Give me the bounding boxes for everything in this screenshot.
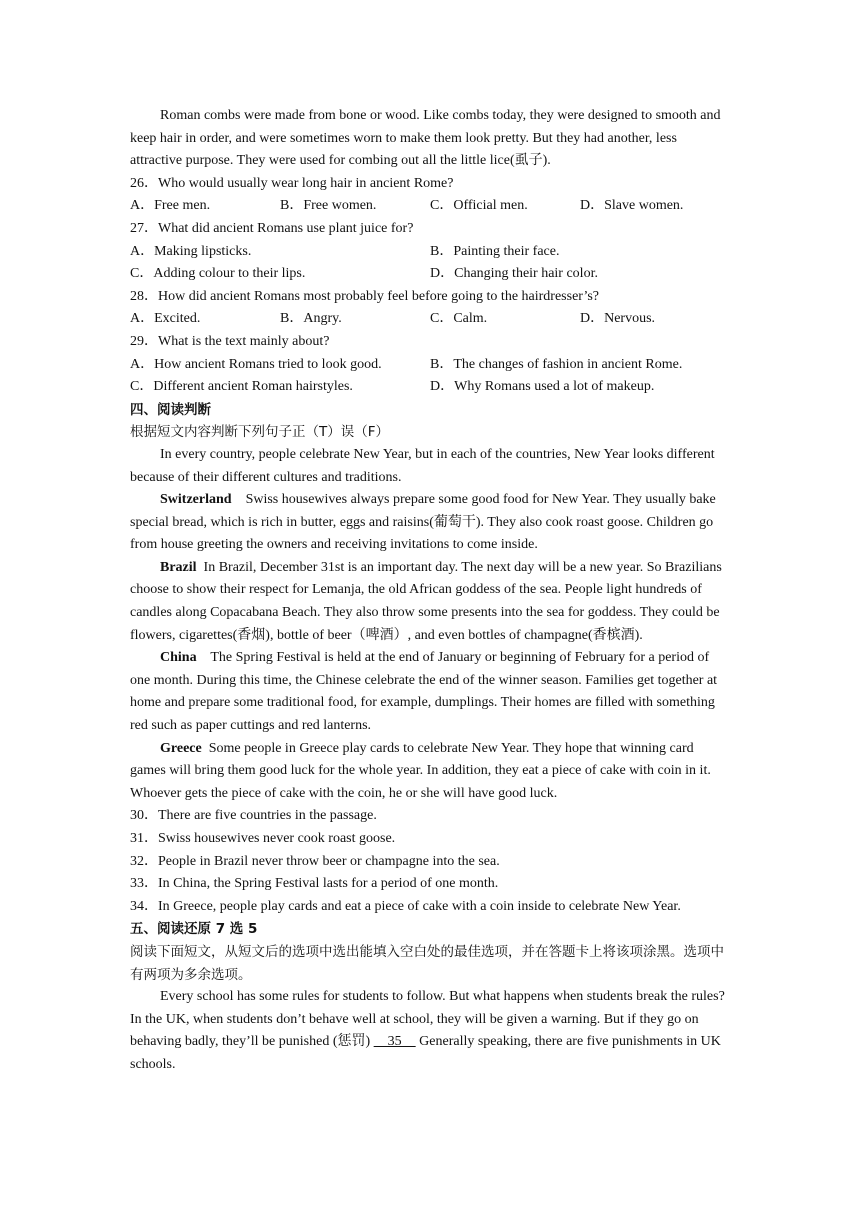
paragraph-greece — [130, 738, 732, 806]
statement-33: 33．In China, the Spring Festival lasts for a period of one month. — [130, 876, 499, 892]
statement-34: 34．In Greece, people play cards and eat a piece of cake with a coin inside to celebrate New Year. — [130, 898, 681, 914]
question-stem: 27．What did ancient Romans use plant juice for? — [130, 220, 414, 236]
option-d: D．Slave women. — [580, 198, 684, 214]
option-c: C．Calm. — [430, 311, 488, 327]
paragraph-text: The Spring Festival is held at the end of January or beginning of February for a period of one month. During this time, the Chinese celebrate the end of the winner season. Families get together at home and prepare some traditional food, for example, dumplings. Their homes are filled with something red such as paper cuttings and red lanterns. — [130, 650, 721, 734]
section-4-intro: In every country, people celebrate New Year, but in each of the countries, New Year looks different because of their different cultures and traditions. — [130, 446, 715, 485]
question-28 — [130, 286, 732, 331]
statement-32: 32．People in Brazil never throw beer or champagne into the sea. — [130, 853, 500, 869]
option-a: A．Excited. — [130, 311, 201, 327]
option-d: D．Changing their hair color. — [430, 266, 598, 282]
question-29 — [130, 331, 732, 399]
option-a: A．Free men. — [130, 198, 211, 214]
options-row — [130, 195, 732, 218]
country-name: Greece — [160, 740, 202, 756]
country-name: China — [160, 650, 197, 666]
paragraph-switzerland — [130, 489, 732, 557]
country-name: Switzerland — [160, 492, 232, 508]
question-stem: 28．How did ancient Romans most probably feel before going to the hairdresser’s? — [130, 288, 600, 304]
answer-blank-35: 35 — [373, 1034, 416, 1050]
paragraph-text: Swiss housewives always prepare some good food for New Year. They usually bake special bread, which is rich in butter, eggs and raisins(葡萄干). They also cook roast goose. Children go from house greeting the owners and receiving invitations to come inside. — [130, 492, 720, 553]
option-b: B．Free women. — [280, 198, 377, 214]
section-5-paragraph — [130, 986, 732, 1076]
paragraph-brazil — [130, 557, 732, 647]
paragraph-text-before: Every school has some rules for students to follow. But what happens when students break the rules? In the UK, when students don’t behave well at school, they will be given a warning. But if they go on behaving badly, they’ll be punished (惩罚) — [130, 989, 725, 1050]
option-c: C．Official men. — [430, 198, 528, 214]
options-row — [130, 241, 732, 264]
section-4-instruction: 根据短文内容判断下列句子正（T）误（F） — [130, 424, 390, 441]
options-row — [130, 354, 732, 377]
document-page — [130, 105, 732, 1077]
question-27 — [130, 218, 732, 286]
option-c: C．Different ancient Roman hairstyles. — [130, 379, 353, 395]
options-row — [130, 376, 732, 399]
option-d: D．Why Romans used a lot of makeup. — [430, 379, 655, 395]
section-5-heading: 五、阅读还原 7 选 5 — [130, 921, 258, 938]
option-a: A．Making lipsticks. — [130, 243, 252, 259]
question-stem: 29．What is the text mainly about? — [130, 333, 330, 349]
option-d: D．Nervous. — [580, 311, 656, 327]
option-b: B．Angry. — [280, 311, 342, 327]
option-b: B．Painting their face. — [430, 243, 560, 259]
option-c: C．Adding colour to their lips. — [130, 266, 306, 282]
options-row — [130, 308, 732, 331]
option-a: A．How ancient Romans tried to look good. — [130, 356, 382, 372]
question-stem: 26．Who would usually wear long hair in ancient Rome? — [130, 175, 454, 191]
option-b: B．The changes of fashion in ancient Rome. — [430, 356, 683, 372]
section-4-heading: 四、阅读判断 — [130, 401, 211, 418]
paragraph-text: Some people in Greece play cards to celebrate New Year. They hope that winning card games will bring them good luck for the whole year. In addition, they eat a piece of cake with coin in it. Whoever gets the piece of cake with the coin, he or she will have good luck. — [130, 740, 715, 801]
passage-paragraph: Roman combs were made from bone or wood. Like combs today, they were designed to smooth and keep hair in order, and were sometimes worn to make them look pretty. But they had another, less attractive purpose. They were used for combing out all the little lice(虱子). — [130, 108, 721, 169]
paragraph-text: In Brazil, December 31st is an important day. The next day will be a new year. So Brazilians choose to show their respect for Lemanja, the old African goddess of the sea. People light hundreds of candles along Copacabana Beach. They also throw some presents into the sea for goddess. They could be flowers, cigarettes(香烟), bottle of beer（啤酒）, and even bottles of champagne(香槟酒). — [130, 559, 726, 643]
statement-31: 31．Swiss housewives never cook roast goose. — [130, 831, 396, 846]
statement-30: 30．There are five countries in the passage. — [130, 808, 377, 824]
section-5-instruction: 阅读下面短文，从短文后的选项中选出能填入空白处的最佳选项，并在答题卡上将该项涂黑。选项中有两项为多余选项。 — [130, 943, 724, 983]
country-name: Brazil — [160, 559, 197, 575]
paragraph-text-after: Generally speaking, there are five punishments in UK schools. — [130, 1034, 721, 1072]
paragraph-china — [130, 647, 732, 737]
question-26 — [130, 173, 732, 218]
options-row — [130, 263, 732, 286]
